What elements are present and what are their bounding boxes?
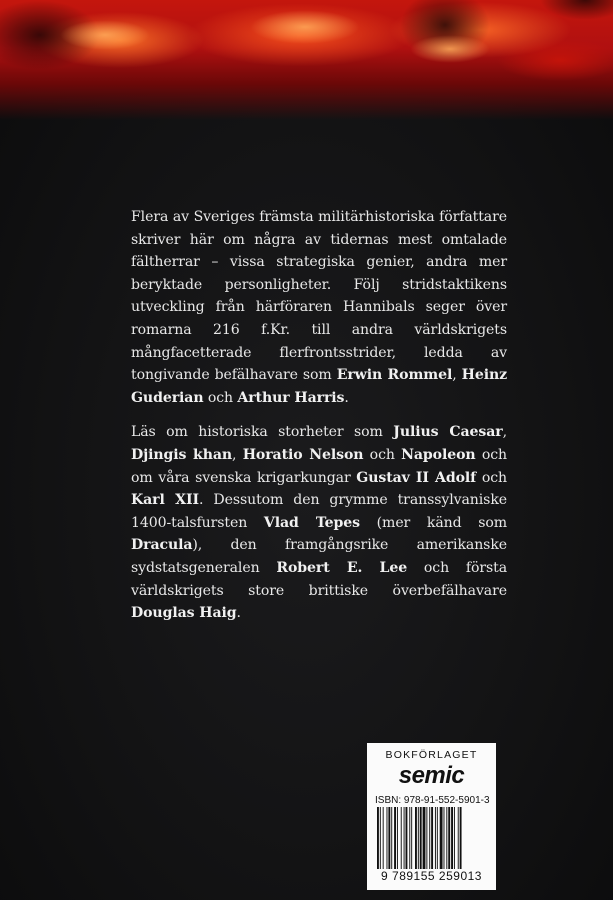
bold-name: Gustav II Adolf <box>356 469 477 486</box>
bold-name: Karl XII <box>131 492 200 509</box>
barcode-bar <box>451 807 453 869</box>
barcode-bar <box>431 807 433 869</box>
text-run: och <box>203 389 238 406</box>
barcode-image <box>375 807 489 869</box>
barcode-bar <box>435 807 436 869</box>
barcode-bar <box>420 807 422 869</box>
flame-highlight <box>410 35 490 63</box>
barcode-bar <box>415 807 417 869</box>
blurb-paragraph-1 <box>131 206 507 409</box>
barcode-number: 9 789155 259013 <box>381 869 482 883</box>
text-run: . <box>344 389 349 406</box>
barcode-bar <box>460 807 462 869</box>
blurb-paragraph-2 <box>131 421 507 624</box>
barcode-bar <box>401 807 402 869</box>
barcode-bar <box>377 807 379 869</box>
text-run: och om våra svenska krigarkungar <box>131 446 507 486</box>
text-run: , <box>232 446 243 463</box>
bold-name: Heinz Guderian <box>131 367 508 406</box>
barcode-bar <box>418 807 419 869</box>
bold-name: Dracula <box>131 537 193 554</box>
barcode-bar <box>444 807 445 869</box>
text-run: , <box>452 367 462 384</box>
barcode-bar <box>380 807 381 869</box>
bold-name: Horatio Nelson <box>242 446 364 463</box>
barcode-bar <box>458 807 459 869</box>
bold-name: Djingis khan <box>131 446 233 463</box>
barcode-bar <box>448 807 450 869</box>
barcode-bar <box>446 807 447 869</box>
text-run: och första världskrigets store brittiske överbefälhavare <box>131 559 507 599</box>
barcode-bar <box>454 807 455 869</box>
bold-name: Erwin Rommel <box>336 367 453 384</box>
barcode-bar <box>411 807 412 869</box>
barcode-bar <box>404 807 405 869</box>
isbn-label: ISBN: 978-91-552-5901-3 <box>375 795 490 806</box>
text-run: Läs om historiska storheter som <box>131 424 394 441</box>
barcode-bar <box>437 807 438 869</box>
flame-highlight <box>250 10 360 44</box>
text-run: ), den framgångsrike amerikanske sydstatsgeneralen <box>131 537 507 576</box>
bold-name: Robert E. Lee <box>276 559 408 576</box>
text-run: (mer känd som <box>359 514 508 531</box>
barcode-bar <box>426 807 427 869</box>
bold-name: Vlad Tepes <box>263 514 360 531</box>
text-run: och <box>363 446 402 463</box>
bold-name: Douglas Haig <box>131 605 237 622</box>
barcode-bar <box>391 807 392 869</box>
barcode-bar <box>383 807 384 869</box>
barcode-bar <box>406 807 408 869</box>
barcode-panel <box>367 743 496 890</box>
barcode-bar <box>409 807 410 869</box>
barcode-bar <box>388 807 390 869</box>
bold-name: Arthur Harris <box>237 389 345 406</box>
barcode-bar <box>429 807 430 869</box>
barcode-bar <box>440 807 443 869</box>
back-cover-blurb <box>131 206 507 637</box>
text-run: . Dessutom den grymme transsylvaniske 1400-talsfursten <box>131 492 507 531</box>
flame-highlight <box>60 20 150 50</box>
bold-name: Napoleon <box>401 446 476 463</box>
barcode-bar <box>397 807 398 869</box>
barcode-bar <box>394 807 396 869</box>
text-run: och <box>476 469 507 486</box>
barcode-bar <box>423 807 426 869</box>
publisher-name: BOKFÖRLAGET <box>385 749 478 761</box>
bold-name: Julius Caesar <box>393 424 503 441</box>
barcode-bar <box>387 807 388 869</box>
publisher-logo: semic <box>398 762 465 789</box>
text-run: , <box>502 424 507 441</box>
text-run: . <box>236 605 241 622</box>
text-run: Flera av Sveriges främsta militärhistoriska författare skriver här om några av tidernas mest omtalade fältherrar – vissa strategiska genier, andra mer beryktade personligheter. Följ stridstaktikens utveckling från härföraren Hannibals seger över romarna 216 f.Kr. till andra världskrigets mångfacetterade flerfrontsstrider, ledda av tongivande befälhavare som <box>131 209 507 384</box>
